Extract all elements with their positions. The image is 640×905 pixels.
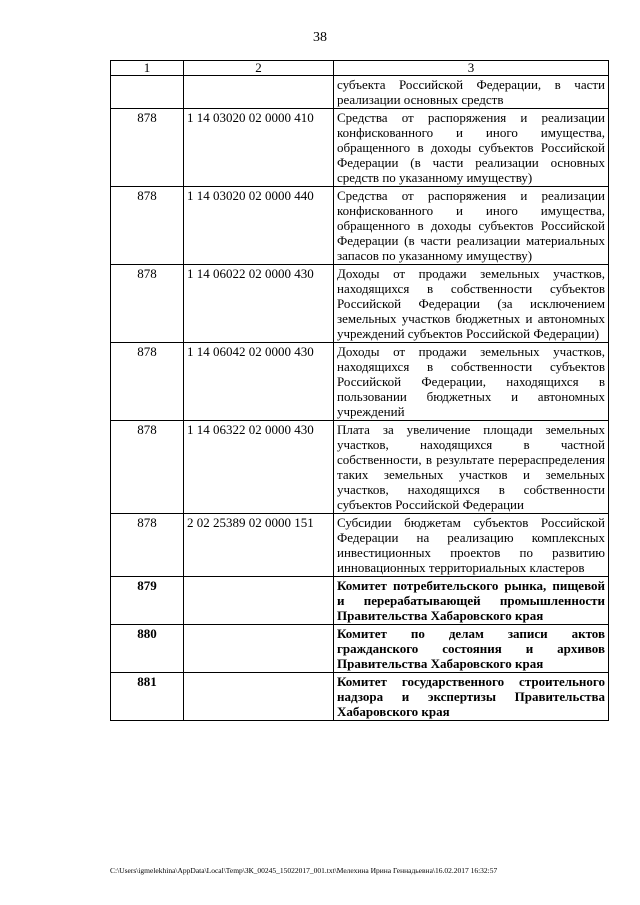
admin-code-cell: 878 <box>111 109 184 187</box>
budget-classification-code-cell <box>184 673 334 721</box>
table-row <box>111 625 609 673</box>
table-row <box>111 343 609 421</box>
admin-code-cell: 878 <box>111 343 184 421</box>
column-header-3: 3 <box>334 61 609 76</box>
admin-code-cell: 878 <box>111 421 184 514</box>
budget-classification-code-cell: 2 02 25389 02 0000 151 <box>184 514 334 577</box>
admin-code-cell: 881 <box>111 673 184 721</box>
revenue-name-cell: Комитет по делам записи актов гражданского состояния и архивов Правительства Хабаровского края <box>334 625 609 673</box>
column-header-2: 2 <box>184 61 334 76</box>
revenue-name-cell: Средства от распоряжения и реализации конфискованного и иного имущества, обращенного в доходы субъектов Российской Федерации (в части реализации материальных запасов по указанному имуществу) <box>334 187 609 265</box>
revenue-name-cell: Субсидии бюджетам субъектов Российской Федерации на реализацию комплексных инвестиционных проектов по развитию инновационных территориальных кластеров <box>334 514 609 577</box>
table-row <box>111 421 609 514</box>
column-header-1: 1 <box>111 61 184 76</box>
budget-classification-code-cell <box>184 577 334 625</box>
budget-classification-code-cell: 1 14 06022 02 0000 430 <box>184 265 334 343</box>
table-header-row <box>111 61 609 76</box>
admin-code-cell: 878 <box>111 187 184 265</box>
table-row <box>111 76 609 109</box>
table-row <box>111 187 609 265</box>
table-row <box>111 577 609 625</box>
revenue-codes-table <box>110 60 609 721</box>
table-body <box>111 76 609 721</box>
admin-code-cell: 878 <box>111 514 184 577</box>
budget-classification-code-cell: 1 14 06042 02 0000 430 <box>184 343 334 421</box>
table-row <box>111 109 609 187</box>
admin-code-cell: 879 <box>111 577 184 625</box>
admin-code-cell: 878 <box>111 265 184 343</box>
revenue-name-cell: Комитет государственного строительного надзора и экспертизы Правительства Хабаровского края <box>334 673 609 721</box>
budget-classification-code-cell <box>184 625 334 673</box>
revenue-name-cell: Комитет потребительского рынка, пищевой и перерабатывающей промышленности Правительства Хабаровского края <box>334 577 609 625</box>
table-row <box>111 673 609 721</box>
page-number: 38 <box>313 30 327 45</box>
admin-code-cell <box>111 76 184 109</box>
revenue-name-cell: Средства от распоряжения и реализации конфискованного и иного имущества, обращенного в доходы субъектов Российской Федерации (в части реализации основных средств по указанному имуществу) <box>334 109 609 187</box>
table-row <box>111 265 609 343</box>
budget-classification-code-cell: 1 14 03020 02 0000 410 <box>184 109 334 187</box>
revenue-name-cell: Плата за увеличение площади земельных участков, находящихся в частной собственности, в результате перераспределения таких земельных участков и земельных участков, находящихся в собственности субъектов Российской Федерации <box>334 421 609 514</box>
revenue-name-cell: Доходы от продажи земельных участков, находящихся в собственности субъектов Российской Федерации, находящихся в пользовании бюджетных и автономных учреждений <box>334 343 609 421</box>
table-row <box>111 514 609 577</box>
revenue-name-cell: Доходы от продажи земельных участков, находящихся в собственности субъектов Российской Федерации (за исключением земельных участков бюджетных и автономных учреждений субъектов Российской Федерации) <box>334 265 609 343</box>
budget-classification-code-cell: 1 14 06322 02 0000 430 <box>184 421 334 514</box>
admin-code-cell: 880 <box>111 625 184 673</box>
budget-classification-code-cell: 1 14 03020 02 0000 440 <box>184 187 334 265</box>
budget-classification-code-cell <box>184 76 334 109</box>
file-path-footer: C:\Users\igmelekhina\AppData\Local\Temp\ЗК_00245_15022017_001.txt\Мелехина Ирина Геннадьевна\16.02.2017 16:32:57 <box>110 866 498 875</box>
revenue-name-cell: субъекта Российской Федерации, в части реализации основных средств <box>334 76 609 109</box>
